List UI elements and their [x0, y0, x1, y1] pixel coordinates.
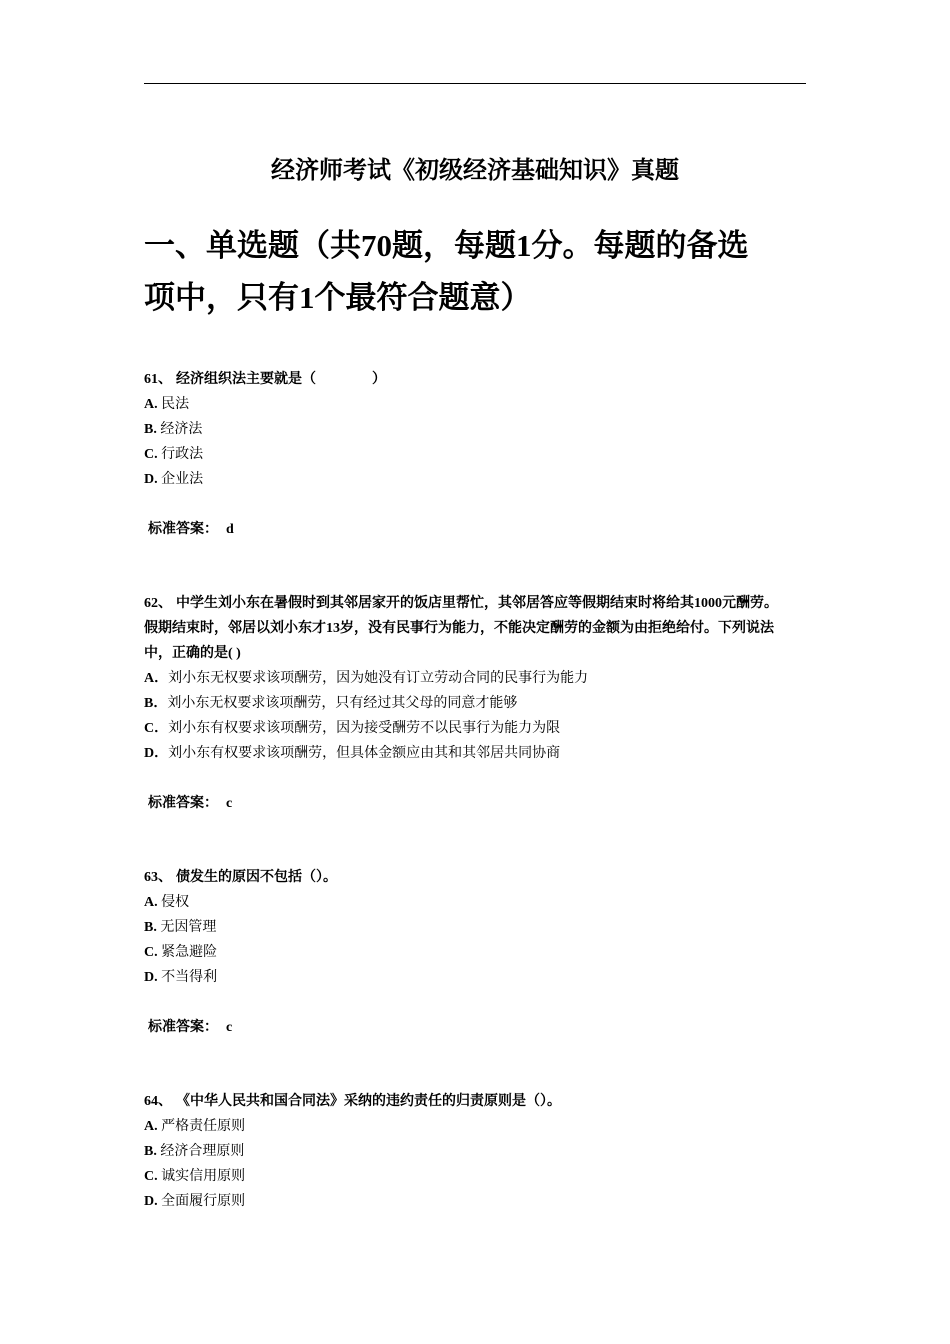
- question-text: 经济组织法主要就是（ ）: [176, 372, 386, 387]
- option-text: 紧急避险: [161, 945, 218, 960]
- option-letter: B.: [144, 920, 157, 935]
- option-text: 无因管理: [160, 920, 217, 935]
- option-text: 民法: [161, 397, 190, 412]
- section-heading: [144, 220, 806, 324]
- option-letter: C.: [144, 447, 158, 462]
- option-letter: D.: [144, 1194, 158, 1209]
- option-letter: B.: [144, 422, 157, 437]
- question-61: [144, 367, 806, 492]
- question-63: [144, 865, 806, 990]
- option-letter: C.: [144, 945, 158, 960]
- option-b: [144, 915, 806, 940]
- option-letter: C.: [144, 1169, 158, 1184]
- question-stem: [144, 865, 806, 890]
- option-d: [144, 1189, 806, 1214]
- option-letter: A．: [144, 671, 169, 686]
- question-stem: [144, 591, 806, 616]
- standard-answer: [144, 1015, 806, 1040]
- option-letter: A.: [144, 1119, 158, 1134]
- option-a: [144, 666, 806, 691]
- option-text: 刘小东有权要求该项酬劳，但具体金额应由其和其邻居共同协商: [168, 746, 561, 761]
- answer-label: 标准答案：: [148, 1020, 218, 1035]
- option-text: 行政法: [161, 447, 204, 462]
- document-title: 经济师考试《初级经济基础知识》真题: [271, 158, 679, 184]
- option-text: 不当得利: [161, 970, 218, 985]
- question-number: 61、: [144, 372, 172, 387]
- question-number: 63、: [144, 870, 172, 885]
- option-letter: B．: [144, 696, 168, 711]
- standard-answer: [144, 517, 806, 542]
- option-c: [144, 940, 806, 965]
- option-c: [144, 442, 806, 467]
- option-text: 经济合理原则: [160, 1144, 245, 1159]
- option-text: 侵权: [161, 895, 190, 910]
- option-letter: D.: [144, 970, 158, 985]
- question-number: 64、: [144, 1094, 172, 1109]
- question-stem: [144, 367, 806, 392]
- option-d: [144, 741, 806, 766]
- option-letter: A.: [144, 397, 158, 412]
- option-b: [144, 417, 806, 442]
- option-text: 刘小东有权要求该项酬劳，因为接受酬劳不以民事行为能力为限: [168, 721, 561, 736]
- header-rule: [144, 83, 806, 84]
- option-text: 企业法: [161, 472, 204, 487]
- question-text-continued: 中，正确的是( ): [144, 646, 241, 661]
- question-text: 《中华人民共和国合同法》采纳的违约责任的归责原则是（）。: [176, 1094, 561, 1109]
- option-d: [144, 965, 806, 990]
- option-text: 诚实信用原则: [161, 1169, 246, 1184]
- option-text: 严格责任原则: [161, 1119, 246, 1134]
- option-text: 刘小东无权要求该项酬劳，因为她没有订立劳动合同的民事行为能力: [168, 671, 589, 686]
- answer-value: c: [226, 796, 233, 811]
- option-letter: A.: [144, 895, 158, 910]
- question-text: 中学生刘小东在暑假时到其邻居家开的饭店里帮忙，其邻居答应等假期结束时将给其1000元酬劳。: [176, 596, 778, 611]
- option-letter: D．: [144, 746, 169, 761]
- answer-61: [144, 517, 806, 542]
- option-c: [144, 1164, 806, 1189]
- question-stem: [144, 1089, 806, 1114]
- question-62: [144, 591, 806, 766]
- question-64: [144, 1089, 806, 1214]
- answer-63: [144, 1015, 806, 1040]
- section-heading-line: 一、单选题（共70题，每题1分。每题的备选: [144, 228, 749, 263]
- answer-62: [144, 791, 806, 816]
- option-letter: D.: [144, 472, 158, 487]
- answer-value: d: [226, 522, 234, 537]
- answer-label: 标准答案：: [148, 796, 218, 811]
- question-number: 62、: [144, 596, 172, 611]
- standard-answer: [144, 791, 806, 816]
- section-heading-line: 项中，只有1个最符合题意）: [144, 280, 532, 315]
- option-b: [144, 691, 806, 716]
- option-a: [144, 890, 806, 915]
- option-a: [144, 1114, 806, 1139]
- question-text: 债发生的原因不包括（）。: [176, 870, 337, 885]
- option-text: 刘小东无权要求该项酬劳，只有经过其父母的同意才能够: [167, 696, 518, 711]
- option-a: [144, 392, 806, 417]
- option-b: [144, 1139, 806, 1164]
- option-letter: B.: [144, 1144, 157, 1159]
- option-c: [144, 716, 806, 741]
- option-text: 经济法: [160, 422, 203, 437]
- option-d: [144, 467, 806, 492]
- question-text-continued: 假期结束时，邻居以刘小东才13岁，没有民事行为能力，不能决定酬劳的金额为由拒绝给付。下列说法: [144, 621, 774, 636]
- answer-label: 标准答案：: [148, 522, 218, 537]
- option-text: 全面履行原则: [161, 1194, 246, 1209]
- answer-value: c: [226, 1020, 233, 1035]
- option-letter: C．: [144, 721, 169, 736]
